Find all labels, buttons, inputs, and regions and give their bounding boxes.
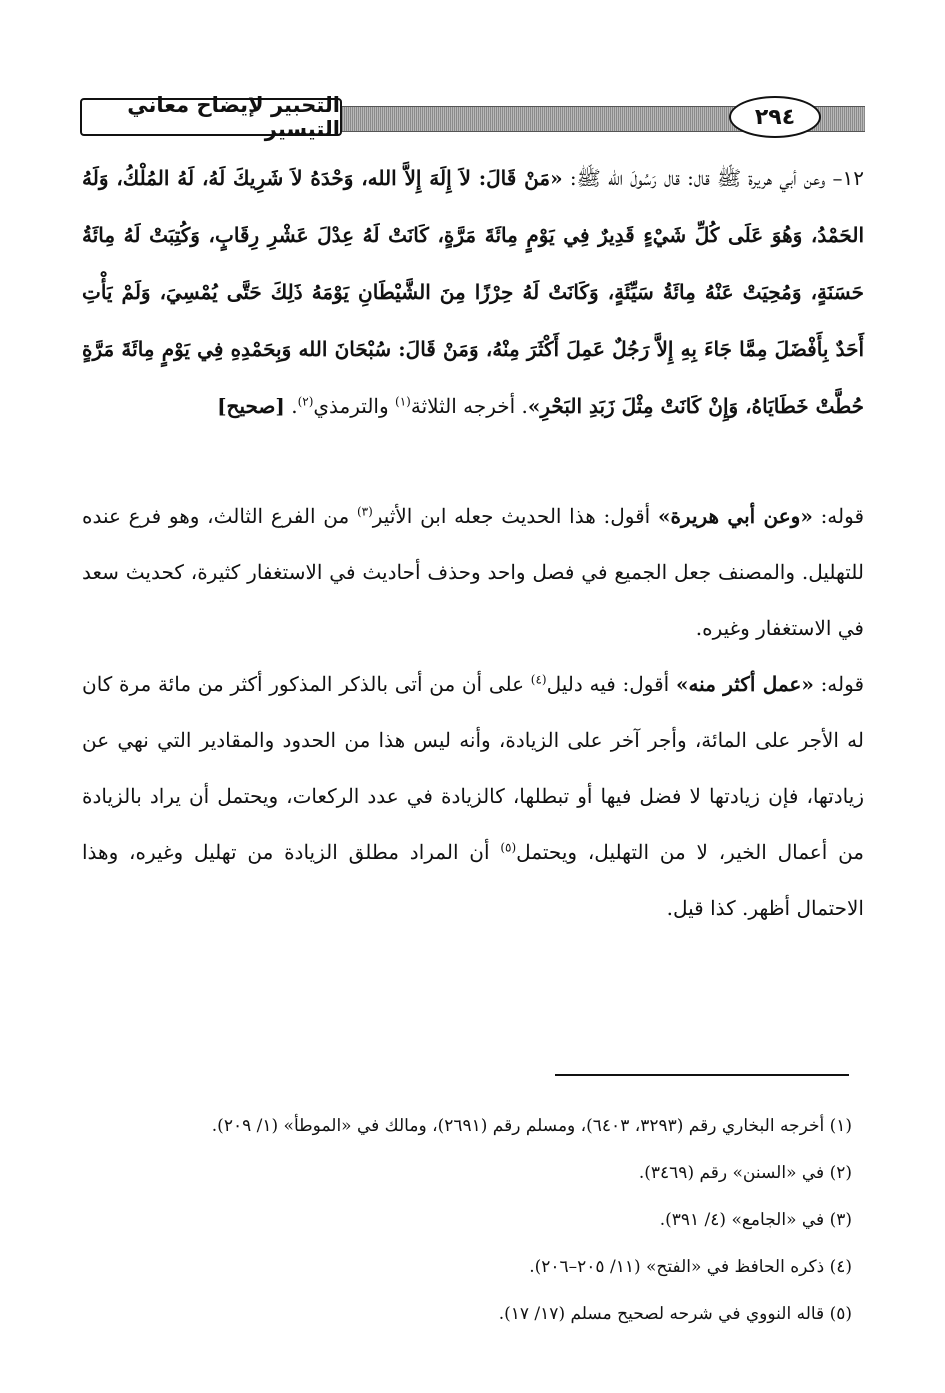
footnote-3: (٣) في «الجامع» (٤/ ٣٩١). (659, 1210, 852, 1230)
footnote-ref-5: (٥) (500, 840, 517, 855)
hadith-takhrij: . أخرجه الثلاثة (410, 394, 528, 418)
commentary-paragraph-1 (82, 488, 864, 656)
running-header (80, 93, 865, 141)
book-title: التحبير لإيضاح معاني التيسير (80, 98, 342, 136)
commentary-1-text-b: من الفرع الثالث، وهو فرع عنده للتهليل. والمصنف جعل الجميع في فصل واحد وحذف أحاديث في الاستغفار كثيرة، كحديث سعد في الاستغفار وغيره. (82, 504, 864, 640)
commentary-1-prefix: قوله: (812, 504, 865, 528)
hadith-paragraph (82, 150, 864, 435)
commentary-paragraph-2 (82, 656, 864, 936)
commentary-2-text-b: على أن من أتى بالذكر المذكور أكثر من مائة مرة كان له الأجر على المائة، وأجر آخر على الزيادة، وأنه ليس هذا من الحدود والمقادير التي نهي عن زيادتها، فإن زيادتها لا فضل فيها أو تبطلها، كالزيادة في عدد الركعات، ويحتمل أن يراد بالزيادة من أعمال الخير، لا من التهليل، ويحتمل (82, 672, 865, 864)
hadith-grade: [صحيح] (217, 394, 285, 418)
hadith-intro: ١٢– وعن أبي هريرة ﷺ قال: قال رَسُولَ الله ﷺ: (562, 166, 864, 190)
footnote-4: (٤) ذكره الحافظ في «الفتح» (١١/ ٢٠٥–٢٠٦). (529, 1257, 852, 1277)
commentary-2-text-c: أن المراد مطلق الزيادة من تهليل وغيره، وهذا الاحتمال أظهر. كذا قيل. (82, 840, 864, 920)
footnote-ref-1: (١) (395, 394, 411, 409)
commentary-2-lemma: «عمل أكثر منه» (675, 672, 814, 696)
hadith-takhrij-middle: والترمذي (313, 394, 396, 418)
footnote-ref-3: (٣) (356, 504, 373, 519)
footnote-ref-4: (٤) (530, 672, 547, 687)
commentary-2-prefix: قوله: (813, 672, 865, 696)
footnote-2: (٢) في «السنن» رقم (٣٤٦٩). (638, 1163, 852, 1183)
footnote-1: (١) أخرجه البخاري رقم (٣٢٩٣، ٦٤٠٣)، ومسلم رقم (٢٦٩١)، ومالك في «الموطأ» (١/ ٢٠٩). (211, 1116, 852, 1136)
page-number: ٢٩٤ (729, 96, 821, 138)
footnote-5: (٥) قاله النووي في شرحه لصحيح مسلم (١٧/ ١٧). (498, 1304, 852, 1324)
commentary-1-lemma: «وعن أبي هريرة» (657, 504, 813, 528)
commentary-2-text-a: أقول: فيه دليل (546, 672, 676, 696)
hadith-quote: «مَنْ قَالَ: لاَ إِلَهَ إِلاَّ الله، وَحْدَهُ لاَ شَرِيكَ لَهُ، لَهُ المُلْكُ، وَلَهُ الحَمْدُ، وَهُوَ عَلَى كُلِّ شَيْءٍ قَدِيرٌ فِي يَوْمٍ مِائَةَ مَرَّةٍ، كَانَتْ لَهُ عِدْلَ عَشْرِ رِقَابٍ، وَكُتِبَتْ لَهُ مِائَةُ حَسَنَةٍ، وَمُحِيَتْ عَنْهُ مِائَةُ سَيِّئَةٍ، وَكَانَتْ لَهُ حِرْزًا مِنَ الشَّيْطَانِ يَوْمَهُ ذَلِكَ حَتَّى يُمْسِيَ، وَلَمْ يَأْتِ أَحَدٌ بِأَفْضَلَ مِمَّا جَاءَ بِهِ إِلاَّ رَجُلٌ عَمِلَ أَكْثَرَ مِنْهُ، وَمَنْ قَالَ: سُبْحَانَ الله وَبِحَمْدِهِ فِي يَوْمٍ مِائَةَ مَرَّةٍ حُطَّتْ خَطَايَاهُ، وَإِنْ كَانَتْ مِثْلَ زَبَدِ البَحْرِ» (82, 166, 864, 418)
footnote-separator (555, 1074, 849, 1076)
footnotes-list (82, 1108, 852, 1343)
hadith-takhrij-end: . (284, 394, 298, 418)
commentary-1-text-a: أقول: هذا الحديث جعله ابن الأثير (372, 504, 658, 528)
footnote-ref-2: (٢) (297, 394, 314, 409)
